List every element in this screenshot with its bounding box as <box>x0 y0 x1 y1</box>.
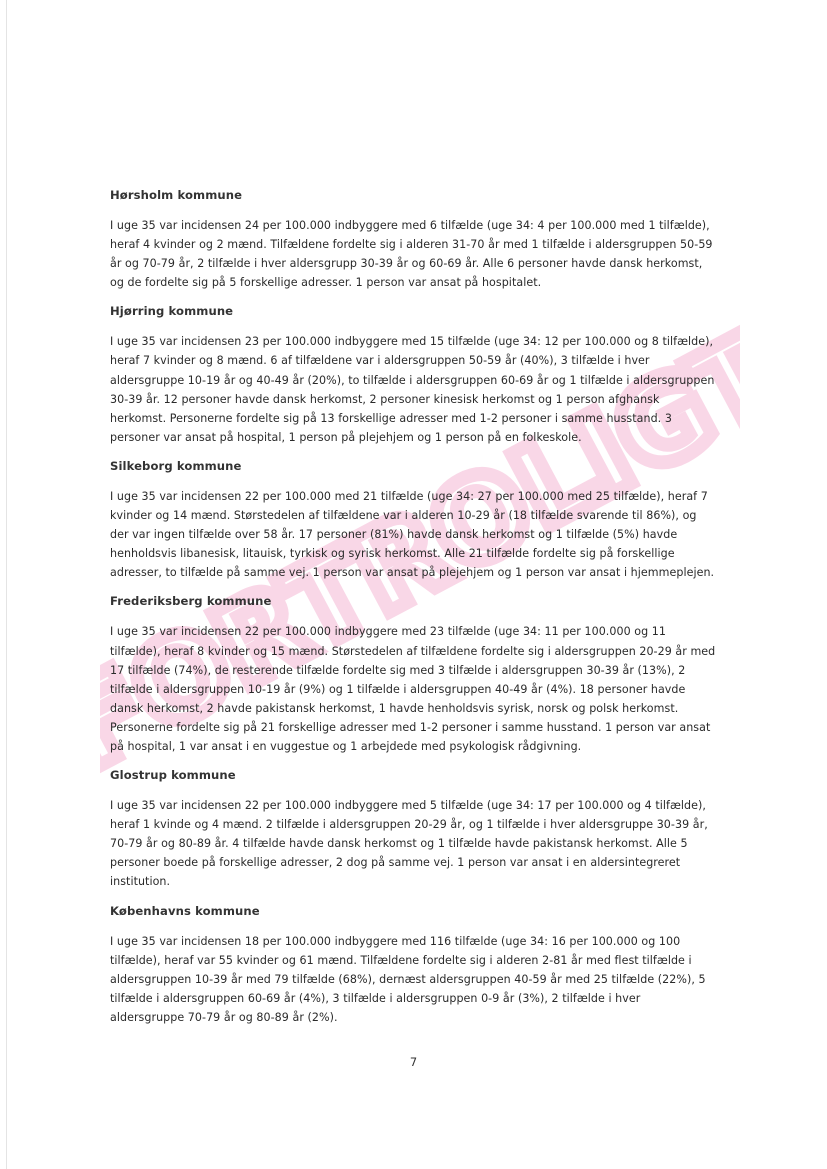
section-body: I uge 35 var incidensen 22 per 100.000 med 21 tilfælde (uge 34: 27 per 100.000 med 25 tilfælde), heraf 7 kvinder og 14 mænd. Størstedelen af tilfældene var i alderen 10-29 år (18 tilfælde svarende til 86%), og der var ingen tilfælde over 58 år. 17 personer (81%) havde dansk herkomst og 1 tilfælde (5%) havde henholdsvis libanesisk, litauisk, tyrkisk og syrisk herkomst. Alle 21 tilfælde fordelte sig på forskellige adresser, to tilfælde på samme vej. 1 person var ansat på plejehjem og 1 person var ansat i hjemmeplejen. <box>110 489 715 580</box>
section-glostrup <box>110 768 718 891</box>
scan-edge-line <box>6 0 7 1169</box>
section-title: Hjørring kommune <box>110 304 234 319</box>
page-number: 7 <box>409 1055 418 1069</box>
section-horsholm <box>110 188 718 292</box>
section-silkeborg <box>110 459 718 582</box>
section-body: I uge 35 var incidensen 18 per 100.000 indbyggere med 116 tilfælde (uge 34: 16 per 100.000 og 100 tilfælde), heraf var 55 kvinder og 61 mænd. Tilfældene fordelte sig i alderen 2-81 år med flest tilfælde i aldersgruppen 10-39 år med 79 tilfælde (68%), dernæst aldersgruppen 40-59 år med 25 tilfælde (22%), 5 tilfælde i aldersgruppen 60-69 år (4%), 3 tilfælde i aldersgruppen 0-9 år (3%), 2 tilfælde i hver aldersgruppe 70-79 år og 80-89 år (2%). <box>110 934 706 1024</box>
section-frederiksberg <box>110 594 718 756</box>
section-kobenhavn <box>110 904 718 1027</box>
section-title: Hørsholm kommune <box>110 188 243 202</box>
watermark-text: FORTROLIGT <box>100 308 740 795</box>
section-title: Københavns kommune <box>110 903 260 918</box>
section-title: Glostrup kommune <box>110 768 236 783</box>
section-body: I uge 35 var incidensen 24 per 100.000 indbyggere med 6 tilfælde (uge 34: 4 per 100.000 med 1 tilfælde), heraf 4 kvinder og 2 mænd. Tilfældene fordelte sig i alderen 31-70 år med 1 tilfælde i aldersgruppen 50-59 år og 70-79 år, 2 tilfælde i hver aldersgrupp 30-39 år og 60-69 år. Alle 6 personer havde dansk herkomst, og de fordelte sig på 5 forskellige adresser. 1 person var ansat på hospitalet. <box>110 219 713 290</box>
section-title: Silkeborg kommune <box>110 458 242 473</box>
section-body: I uge 35 var incidensen 22 per 100.000 indbyggere med 5 tilfælde (uge 34: 17 per 100.000 og 4 tilfælde), heraf 1 kvinde og 4 mænd. 2 tilfælde i aldersgruppen 20-29 år, og 1 tilfælde i hver aldersgruppe 30-39 år, 70-79 år og 80-89 år. 4 tilfælde havde dansk herkomst og 1 tilfælde havde pakistansk herkomst. Alle 5 personer boede på forskellige adresser, 2 dog på samme vej. 1 person var ansat i en aldersintegreret institution. <box>110 799 708 889</box>
section-body: I uge 35 var incidensen 23 per 100.000 indbyggere med 15 tilfælde (uge 34: 12 per 100.000 og 8 tilfælde), heraf 7 kvinder og 8 mænd. 6 af tilfældene var i aldersgruppen 50-59 år (40%), 3 tilfælde i hver aldersgruppe 10-19 år og 40-49 år (20%), to tilfælde i aldersgruppen 60-69 år og 1 tilfælde i aldersgruppen 30-39 år. 12 personer havde dansk herkomst, 2 personer kinesisk herkomst og 1 person afghansk herkomst. Personerne fordelte sig på 13 forskellige adresser med 1-2 personer i samme husstand. 3 personer var ansat på hospital, 1 person på plejehjem og 1 person på en folkeskole. <box>110 335 715 444</box>
document-content <box>110 188 718 1039</box>
section-title: Frederiksberg kommune <box>110 594 272 609</box>
section-hjorring <box>110 304 718 447</box>
section-body: I uge 35 var incidensen 22 per 100.000 indbyggere med 23 tilfælde (uge 34: 11 per 100.000 og 11 tilfælde), heraf 8 kvinder og 15 mænd. Størstedelen af tilfældene fordelte sig i aldersgruppen 20-29 år med 17 tilfælde (74%), de resterende tilfælde fordelte sig med 3 tilfælde i aldersgruppen 30-39 år (13%), 2 tilfælde i aldersgruppen 10-19 år (9%) og 1 tilfælde i aldersgruppen 40-49 år (4%). 18 personer havde dansk herkomst, 2 havde pakistansk herkomst, 1 havde henholdsvis syrisk, norsk og polsk herkomst. Personerne fordelte sig på 21 forskellige adresser med 1-2 personer i samme husstand. 1 person var ansat på hospital, 1 var ansat i en vuggestue og 1 arbejdede med psykologisk rådgivning. <box>110 625 716 753</box>
